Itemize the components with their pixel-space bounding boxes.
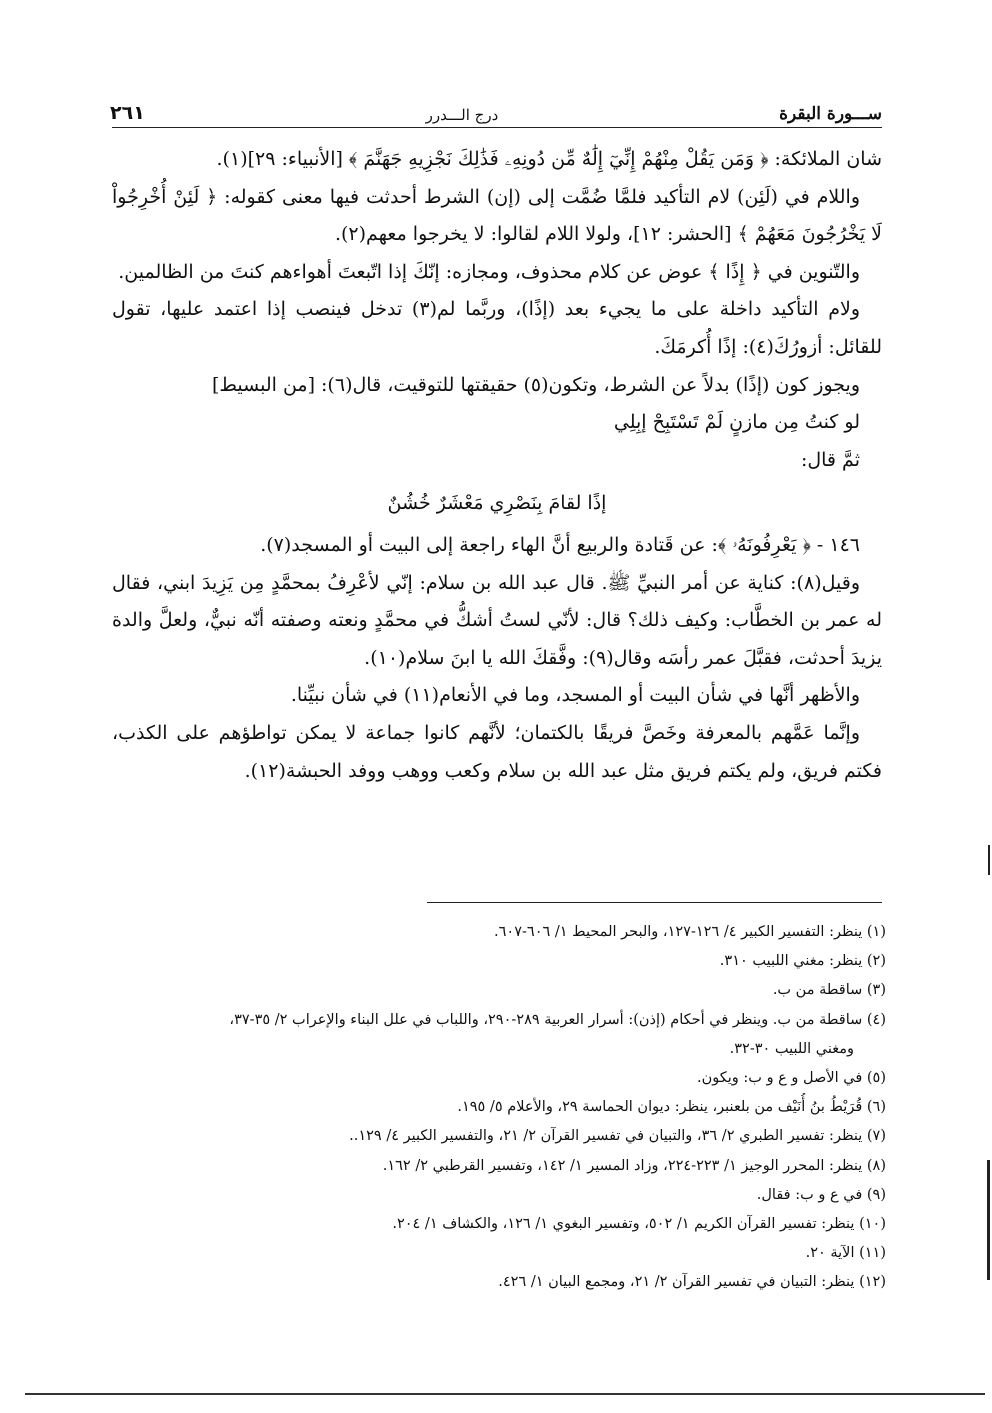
poetry-then-said: ثمَّ قال: <box>800 448 860 471</box>
footnote-9: (٩) في ع و ب: فقال. <box>756 1186 886 1203</box>
footnote-separator <box>427 902 882 903</box>
footnote-12: (١٢) ينظر: التبيان في تفسير القرآن ٢/ ٢١، ومجمع البيان ١/ ٤٢٦. <box>498 1274 886 1291</box>
scan-edge-mark <box>987 1160 990 1280</box>
footnote-8: (٨) ينظر: المحرر الوجيز ١/ ٢٢٣-٢٢٤، وزاد المسير ١/ ١٤٢، وتفسير القرطبي ٢/ ١٦٢. <box>382 1157 886 1174</box>
text-line-continuation: شان الملائكة: ﴿ وَمَن يَقُلْ مِنْهُمْ إِنِّيٓ إِلَٰهٌ مِّن دُونِهِۦ فَذَٰلِكَ نَجْزِيهِ جَهَنَّمَ ﴾ [الأنبياء: ٢٩](١). <box>216 148 882 170</box>
paragraph-ibn-salam: وقيل(٨): كناية عن أمر النبيِّ ﷺ. قال عبد الله بن سلام: إنّي لأعْرِفُ بمحمَّدٍ مِن يَزِيدَ ابني، فقال له عمر بن الخطَّاب: وكيف ذلك؟ قال: لأنّي لستُ أشكُّ في محمَّدٍ ونعته وصفته أنّه نبيٌّ، ولعلَّ والدة يزيدَ أحدثت، فقبَّلَ عمر رأسَه وقال(٩): وفَّقكَ الله يا ابنَ سلام(١٠). <box>112 571 882 669</box>
footnote-4-continuation: ومغني اللبيب ٣٠-٣٢. <box>729 1040 854 1057</box>
paragraph-kitman: وإنَّما عَمَّهم بالمعرفة وخَصَّ فريقًا بالكتمان؛ لأنَّهم كانوا جماعة لا يمكن تواطؤهم على الكذب، فكتم فريق، ولم يكتم فريق مثل عبد الله بن سلام وكعب ووهب ووفد الحبشة(١٢). <box>112 721 882 782</box>
footnotes <box>112 918 886 1298</box>
footnote-7: (٧) ينظر: تفسير الطبري ٢/ ٣٦، والتبيان في تفسير القرآن ٢/ ٢١، والتفسير الكبير ٤/ ١٢٩.. <box>349 1128 886 1145</box>
running-header <box>110 92 882 124</box>
poetry-verse-first: لو كنتُ مِن مازنٍ لَمْ تَسْتَبِحْ إبِلِي <box>613 411 860 434</box>
paragraph-verse-intro: ويجوز كون (إذًا) بدلاً عن الشرط، وتكون(٥) حقيقتها للتوقيت، قال(٦): [من البسيط] <box>211 373 860 396</box>
book-title: درج الـــدرر <box>425 106 499 124</box>
footnote-4: (٤) ساقطة من ب. وينظر في أحكام (إذن): أسرار العربية ٢٨٩-٢٩٠، واللباب في علل البناء والإعراب ٢/ ٣٥-٣٧، <box>229 1011 886 1028</box>
scan-bottom-rule <box>25 1393 985 1395</box>
header-rule <box>112 127 882 128</box>
footnote-2: (٢) ينظر: مغني اللبيب ٣١٠. <box>719 953 886 970</box>
poetry-verse-second: إذًا لقامَ بِنَصْرِي مَعْشَرٌ خُشُنٌ <box>387 492 607 515</box>
paragraph-lam-taukid: واللام في (لَئِن) لام التأكيد فلمَّا ضُمَّت إلى (إن) الشرط أحدثت فيها معنى كقوله: ﴿ لَئِنْ أُخْرِجُواْ لَا يَخْرُجُونَ مَعَهُمْ ﴾ [الحشر: ١٢]، ولولا اللام لقالوا: لا يخرجوا معهم(٢). <box>112 185 882 246</box>
footnote-3: (٣) ساقطة من ب. <box>772 982 886 999</box>
paragraph-tanween: والتّنوين في ﴿ إِذًا ﴾ عوض عن كلام محذوف، ومجازه: إنّكَ إذا اتّبعتَ أهواءهم كنتَ من الظالمين. <box>118 260 860 283</box>
footnote-1: (١) ينظر: التفسير الكبير ٤/ ١٢٦-١٢٧، والبحر المحيط ١/ ٦٠٦-٦٠٧. <box>494 924 886 940</box>
footnote-10: (١٠) ينظر: تفسير القرآن الكريم ١/ ٥٠٢، وتفسير البغوي ١/ ١٢٦، والكشاف ١/ ٢٠٤. <box>392 1216 886 1233</box>
surah-title: ســـورة البقرة <box>779 104 882 124</box>
paragraph-azhar: والأظهر أنَّها في شأن البيت أو المسجد، وما في الأنعام(١١) في شأن نبيِّنا. <box>290 684 860 707</box>
main-text <box>112 141 882 790</box>
page-number: ٢٦١ <box>110 102 145 124</box>
footnote-6: (٦) قُرَيْطُ بنُ أُنَيْف من بلعنبر، ينظر: ديوان الحماسة ٢٩، والأعلام ٥/ ١٩٥. <box>457 1099 886 1116</box>
footnote-5: (٥) في الأصل و ع و ب: ويكون. <box>697 1070 886 1087</box>
footnote-11: (١١) الآية ٢٠. <box>805 1245 886 1262</box>
paragraph-lam-idhan: ولام التأكيد داخلة على ما يجيء بعد (إذًا)، وربَّما لم(٣) تدخل فينصب إذا اعتمد عليها، تقول للقائل: أزورُكَ(٤): إذًا أُكرمَكَ. <box>112 298 882 358</box>
scan-edge-mark <box>988 845 990 875</box>
paragraph-ayah-146: ١٤٦ - ﴿ يَعْرِفُونَهُۥ ﴾: عن قَتادة والربيع أنَّ الهاء راجعة إلى البيت أو المسجد(٧). <box>260 533 860 556</box>
